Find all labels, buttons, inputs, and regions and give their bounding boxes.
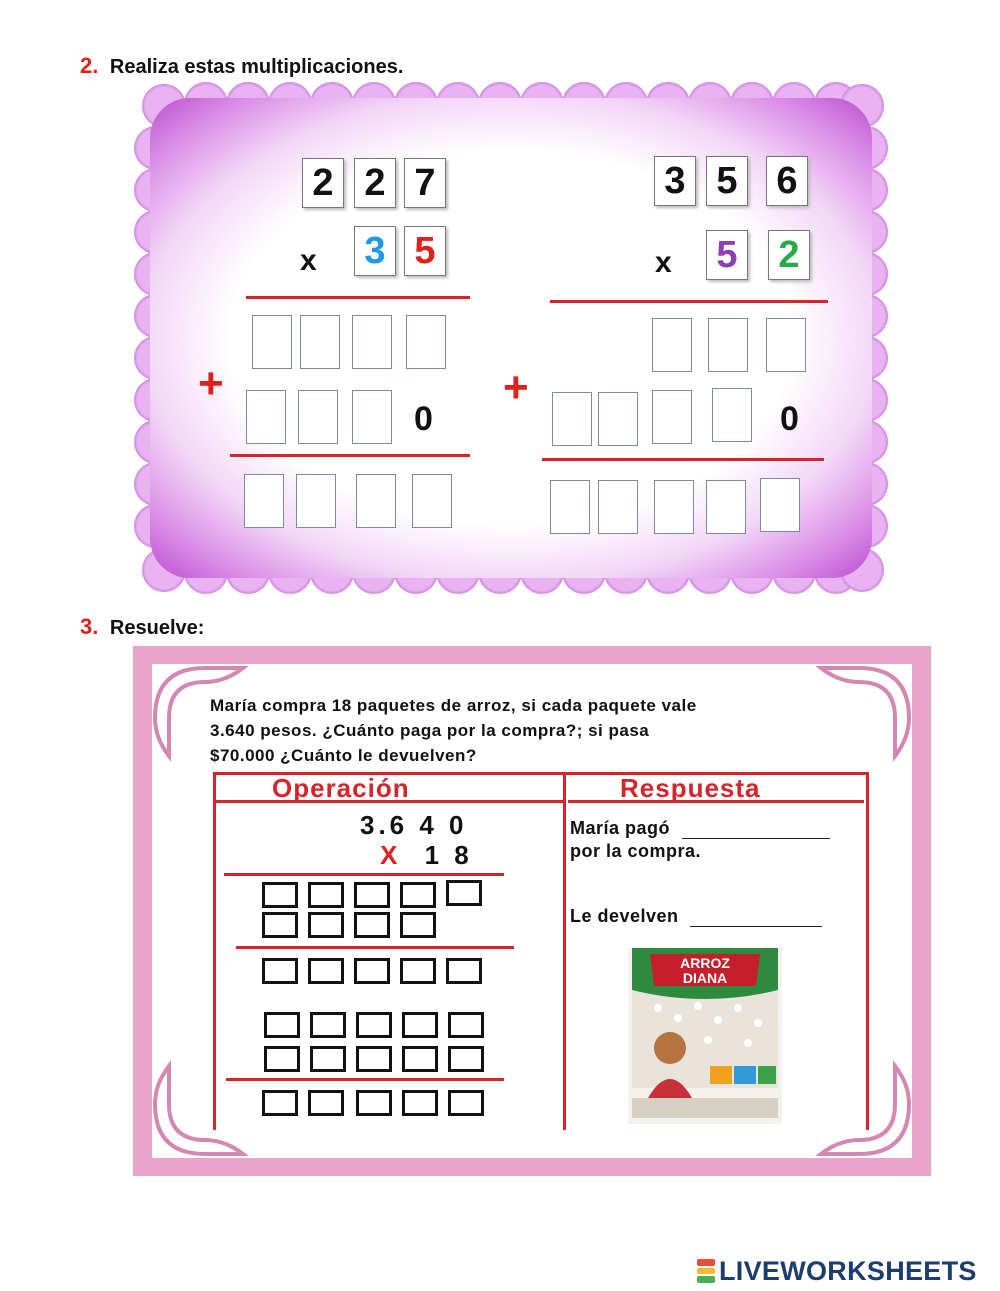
- logo-text: LIVEWORKSHEETS: [719, 1255, 977, 1286]
- digit-box: 3: [354, 226, 396, 276]
- answer-box[interactable]: [412, 474, 452, 528]
- answer-box[interactable]: [446, 880, 482, 906]
- answer-1: [570, 818, 830, 839]
- answer-box[interactable]: [246, 390, 286, 444]
- answer-box[interactable]: [402, 1012, 438, 1038]
- table-divider: [563, 772, 566, 1130]
- answer-box[interactable]: [406, 315, 446, 369]
- section-3-number: 3.: [80, 614, 99, 639]
- answer-box[interactable]: [300, 315, 340, 369]
- digit-box: 5: [706, 156, 748, 206]
- answer-box[interactable]: [708, 318, 748, 372]
- answer-box[interactable]: [262, 882, 298, 908]
- divider-line: [226, 1078, 504, 1081]
- digit-box: 3: [654, 156, 696, 206]
- answer-box[interactable]: [264, 1012, 300, 1038]
- answer-box[interactable]: [308, 1090, 344, 1116]
- section-2-title: Realiza estas multiplicaciones.: [109, 56, 404, 78]
- answer-box[interactable]: [550, 480, 590, 534]
- table-border-left: [213, 772, 216, 1130]
- answer-box[interactable]: [352, 390, 392, 444]
- multiplier: 1 8: [424, 840, 473, 870]
- placeholder-zero: 0: [780, 400, 799, 438]
- answer-box[interactable]: [760, 478, 800, 532]
- answer-box[interactable]: [308, 882, 344, 908]
- answer-box[interactable]: [356, 1090, 392, 1116]
- problem-line: 3.640 pesos. ¿Cuánto paga por la compra?; si pasa: [210, 721, 650, 740]
- answer-box[interactable]: [356, 474, 396, 528]
- plus-sign: +: [503, 363, 529, 412]
- answer-box[interactable]: [448, 1012, 484, 1038]
- word-problem: [210, 693, 840, 768]
- operation-header: Operación: [272, 773, 410, 803]
- section-2-number: 2.: [80, 53, 99, 78]
- liveworksheets-icon: [697, 1258, 715, 1284]
- divider-line: [246, 296, 470, 299]
- section-3-title: Resuelve:: [109, 617, 205, 639]
- answer-box[interactable]: [712, 388, 752, 442]
- table-border-right: [866, 772, 869, 1130]
- section-3-heading: [80, 614, 204, 640]
- answer-box[interactable]: [446, 958, 482, 984]
- divider-line: [230, 454, 470, 457]
- answer-box[interactable]: [598, 480, 638, 534]
- answer-box[interactable]: [402, 1090, 438, 1116]
- answer-box[interactable]: [296, 474, 336, 528]
- digit-box: 5: [404, 226, 446, 276]
- answer-box[interactable]: [552, 392, 592, 446]
- answer-1-blank[interactable]: [682, 838, 830, 839]
- digit-box: 5: [706, 230, 748, 280]
- times-sign: x: [655, 246, 672, 279]
- answer-2-blank[interactable]: [690, 926, 822, 927]
- answer-box[interactable]: [706, 480, 746, 534]
- answer-box[interactable]: [400, 882, 436, 908]
- answer-box[interactable]: [448, 1090, 484, 1116]
- answer-box[interactable]: [766, 318, 806, 372]
- answer-1-suffix: por la compra.: [570, 841, 702, 861]
- answer-2-label: Le develven: [570, 906, 679, 926]
- answer-box[interactable]: [310, 1046, 346, 1072]
- answer-box[interactable]: [352, 315, 392, 369]
- answer-box[interactable]: [262, 958, 298, 984]
- problem-line: $70.000 ¿Cuánto le devuelven?: [210, 746, 477, 765]
- multiplier-row: [380, 840, 473, 871]
- digit-box: 2: [302, 158, 344, 208]
- digit-box: 6: [766, 156, 808, 206]
- divider-line: [236, 946, 514, 949]
- answer-box[interactable]: [400, 912, 436, 938]
- answer-box[interactable]: [310, 1012, 346, 1038]
- answer-box[interactable]: [654, 480, 694, 534]
- times-sign: x: [300, 244, 317, 277]
- answer-header: Respuesta: [620, 773, 761, 803]
- answer-box[interactable]: [262, 912, 298, 938]
- rice-brand-line1: ARROZ: [680, 955, 730, 971]
- rice-brand-line2: DIANA: [682, 970, 728, 986]
- divider-line: [224, 873, 504, 876]
- answer-box[interactable]: [652, 390, 692, 444]
- divider-line: [550, 300, 828, 303]
- divider-line: [542, 458, 824, 461]
- answer-box[interactable]: [298, 390, 338, 444]
- answer-box[interactable]: [652, 318, 692, 372]
- liveworksheets-logo: [697, 1256, 977, 1286]
- answer-box[interactable]: [308, 958, 344, 984]
- problem-line: María compra 18 paquetes de arroz, si cada paquete vale: [210, 696, 697, 715]
- answer-box[interactable]: [356, 1012, 392, 1038]
- rice-bag-image: [628, 948, 782, 1124]
- answer-box[interactable]: [448, 1046, 484, 1072]
- digit-box: 2: [354, 158, 396, 208]
- multiplicand: 3.6 4 0: [360, 810, 468, 840]
- answer-box[interactable]: [262, 1090, 298, 1116]
- answer-1-label: María pagó: [570, 818, 671, 838]
- times-sign: X: [380, 840, 402, 870]
- answer-box[interactable]: [400, 958, 436, 984]
- section-2-heading: [80, 53, 403, 79]
- answer-box[interactable]: [252, 315, 292, 369]
- answer-box[interactable]: [598, 392, 638, 446]
- answer-box[interactable]: [402, 1046, 438, 1072]
- answer-box[interactable]: [308, 912, 344, 938]
- digit-box: 7: [404, 158, 446, 208]
- placeholder-zero: 0: [414, 400, 433, 438]
- plus-sign: +: [198, 359, 224, 408]
- digit-box: 2: [768, 230, 810, 280]
- answer-box[interactable]: [264, 1046, 300, 1072]
- answer-box[interactable]: [354, 958, 390, 984]
- answer-box[interactable]: [354, 912, 390, 938]
- answer-box[interactable]: [244, 474, 284, 528]
- answer-box[interactable]: [354, 882, 390, 908]
- answer-box[interactable]: [356, 1046, 392, 1072]
- answer-2: [570, 906, 822, 927]
